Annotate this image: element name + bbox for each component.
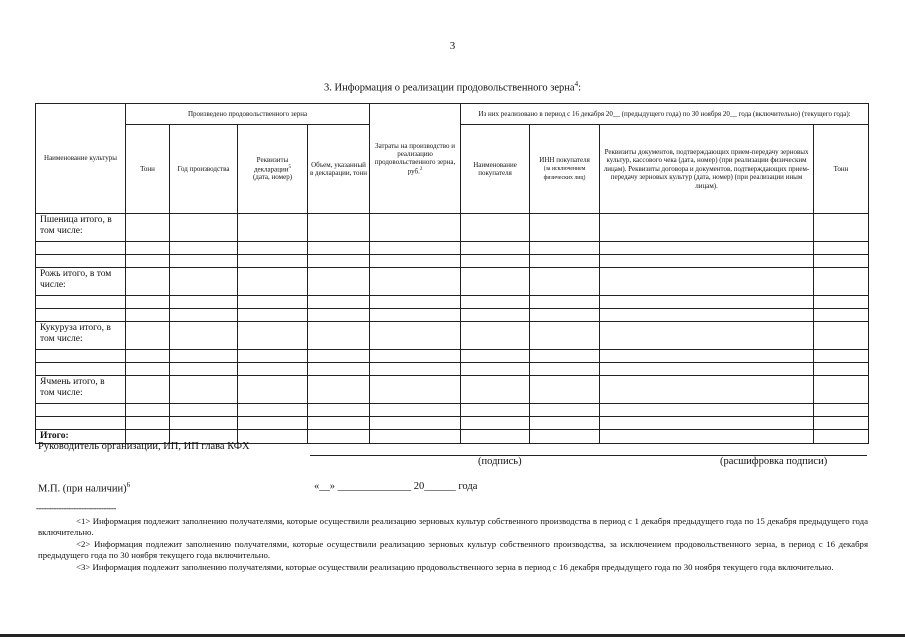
section-title-footnote-mark: 4	[574, 80, 579, 88]
table-cell[interactable]	[170, 404, 238, 417]
table-cell[interactable]	[530, 309, 600, 322]
table-cell[interactable]	[814, 322, 869, 350]
table-row	[36, 242, 869, 255]
table-cell[interactable]	[814, 214, 869, 242]
table-cell[interactable]	[814, 242, 869, 255]
table-cell[interactable]	[126, 268, 170, 296]
table-cell[interactable]	[238, 404, 308, 417]
table-row	[36, 322, 869, 350]
header-costs-text: Затраты на производство и реализацию продовольственного зерна, руб.	[374, 141, 456, 176]
table-cell[interactable]	[600, 214, 814, 242]
table-cell[interactable]	[461, 404, 530, 417]
caption-signature: (подпись)	[478, 456, 522, 467]
table-cell[interactable]	[600, 296, 814, 309]
table-cell[interactable]	[308, 430, 370, 444]
table-cell[interactable]	[814, 376, 869, 404]
header-produced-tons: Тонн	[126, 125, 170, 214]
table-row	[36, 404, 869, 417]
table-cell[interactable]	[461, 350, 530, 363]
table-cell[interactable]	[530, 404, 600, 417]
table-cell[interactable]	[170, 268, 238, 296]
table-cell[interactable]	[126, 214, 170, 242]
table-cell[interactable]	[170, 309, 238, 322]
table-cell[interactable]	[370, 430, 461, 444]
table-cell[interactable]	[600, 242, 814, 255]
header-sold-tons: Тонн	[814, 125, 869, 214]
table-cell[interactable]	[126, 322, 170, 350]
table-cell[interactable]	[308, 296, 370, 309]
table-cell[interactable]	[530, 417, 600, 430]
table-cell[interactable]	[814, 296, 869, 309]
table-cell[interactable]	[308, 268, 370, 296]
table-cell[interactable]	[126, 242, 170, 255]
crop-label-rye: Рожь итого, в том числе:	[36, 268, 126, 296]
table-cell[interactable]	[370, 417, 461, 430]
table-cell[interactable]	[600, 376, 814, 404]
table-cell[interactable]	[530, 350, 600, 363]
header-costs	[370, 104, 461, 214]
page-number: 3	[449, 40, 456, 52]
table-cell[interactable]	[461, 268, 530, 296]
table-cell[interactable]	[308, 322, 370, 350]
table-cell[interactable]	[238, 350, 308, 363]
table-cell[interactable]	[308, 309, 370, 322]
table-cell[interactable]	[814, 417, 869, 430]
crop-label-corn: Кукуруза итого, в том числе:	[36, 322, 126, 350]
table-cell[interactable]	[370, 242, 461, 255]
section-title	[0, 80, 905, 94]
table-cell[interactable]	[126, 363, 170, 376]
table-cell[interactable]	[126, 309, 170, 322]
table-cell[interactable]	[461, 430, 530, 444]
table-cell[interactable]	[461, 309, 530, 322]
table-cell[interactable]	[370, 350, 461, 363]
table-cell[interactable]	[170, 417, 238, 430]
footnotes	[38, 516, 868, 573]
table-cell[interactable]	[170, 255, 238, 268]
header-group-produced: Произведено продовольственного зерна	[126, 104, 370, 125]
table-cell[interactable]	[238, 214, 308, 242]
table-cell[interactable]	[238, 322, 308, 350]
date-line[interactable]: «__» ______________ 20______ года	[314, 481, 478, 492]
table-cell[interactable]	[36, 417, 126, 430]
header-declaration	[238, 125, 308, 214]
table-cell[interactable]	[600, 268, 814, 296]
table-cell[interactable]	[814, 363, 869, 376]
table-cell[interactable]	[600, 417, 814, 430]
table-cell[interactable]	[238, 309, 308, 322]
table-cell[interactable]	[530, 430, 600, 444]
header-declared-volume: Объем, указанный в декларации, тонн	[308, 125, 370, 214]
table-cell[interactable]	[36, 255, 126, 268]
table-cell[interactable]	[370, 322, 461, 350]
header-costs-mark: 2	[419, 166, 423, 172]
table-cell[interactable]	[126, 376, 170, 404]
table-row	[36, 417, 869, 430]
table-cell[interactable]	[36, 363, 126, 376]
header-documents: Реквизиты документов, подтверждающих прием-передачу зерновых культур, кассового чека (дата, номер) (при реализации физическим лицам). Реквизиты договора и документов, подтверждающих прием-передачу зерновых культур (дата, номер) (при реализации иным лицам).	[600, 125, 814, 214]
table-cell[interactable]	[370, 404, 461, 417]
table-cell[interactable]	[370, 268, 461, 296]
header-declaration-prefix: Реквизиты декларации	[253, 156, 289, 173]
table-cell[interactable]	[370, 309, 461, 322]
table-cell[interactable]	[600, 309, 814, 322]
table-row	[36, 268, 869, 296]
table-cell[interactable]	[461, 417, 530, 430]
header-production-year: Год производства	[170, 125, 238, 214]
footnote-3: <3> Информация подлежит заполнению получателями, которые осуществили реализацию продовольственного зерна в период с 16 декабря предыдущего года по 30 ноября текущего года включительно.	[76, 561, 834, 572]
total-label: Итого:	[36, 430, 126, 444]
table-cell[interactable]	[530, 296, 600, 309]
table-cell[interactable]	[308, 363, 370, 376]
table-cell[interactable]	[370, 296, 461, 309]
header-inn-note: (за исключением физических лиц)	[543, 166, 586, 182]
table-cell[interactable]	[461, 242, 530, 255]
table-cell[interactable]	[170, 322, 238, 350]
table-cell[interactable]	[530, 214, 600, 242]
table-cell[interactable]	[308, 404, 370, 417]
table-cell[interactable]	[238, 242, 308, 255]
table-cell[interactable]	[461, 363, 530, 376]
table-cell[interactable]	[238, 376, 308, 404]
stamp-label	[38, 481, 130, 495]
table-cell[interactable]	[126, 255, 170, 268]
table-row	[36, 296, 869, 309]
table-cell[interactable]	[600, 404, 814, 417]
table-cell[interactable]	[238, 255, 308, 268]
table-cell[interactable]	[814, 268, 869, 296]
table-cell[interactable]	[461, 214, 530, 242]
table-cell[interactable]	[126, 404, 170, 417]
page-bottom-edge	[0, 634, 905, 637]
table-cell[interactable]	[308, 376, 370, 404]
table-cell[interactable]	[36, 296, 126, 309]
table-cell[interactable]	[238, 296, 308, 309]
table-cell[interactable]	[600, 363, 814, 376]
table-cell[interactable]	[370, 376, 461, 404]
table-cell[interactable]	[170, 296, 238, 309]
table-cell[interactable]	[126, 417, 170, 430]
grain-sales-table	[35, 103, 869, 444]
table-cell[interactable]	[600, 430, 814, 444]
footnote-separator: --------------------------------	[36, 503, 116, 513]
table-cell[interactable]	[814, 430, 869, 444]
table-cell[interactable]	[461, 255, 530, 268]
table-cell[interactable]	[170, 363, 238, 376]
stamp-footnote-mark: 6	[126, 481, 131, 489]
table-cell[interactable]	[36, 350, 126, 363]
table-cell[interactable]	[530, 268, 600, 296]
table-cell[interactable]	[530, 255, 600, 268]
table-cell[interactable]	[814, 255, 869, 268]
table-cell[interactable]	[170, 214, 238, 242]
table-cell[interactable]	[308, 242, 370, 255]
table-row	[36, 255, 869, 268]
header-inn-label: ИНН покупателя	[539, 155, 590, 164]
table-cell[interactable]	[530, 242, 600, 255]
header-buyer-name: Наименование покупателя	[461, 125, 530, 214]
header-declaration-suffix: (дата, номер)	[252, 173, 293, 182]
table-row	[36, 214, 869, 242]
table-cell[interactable]	[170, 376, 238, 404]
table-cell[interactable]	[308, 350, 370, 363]
table-cell[interactable]	[238, 268, 308, 296]
table-cell[interactable]	[814, 350, 869, 363]
table-cell[interactable]	[461, 376, 530, 404]
header-crop-name: Наименование культуры	[36, 104, 126, 214]
table-cell[interactable]	[600, 322, 814, 350]
header-group-sold: Из них реализовано в период с 16 декабря 20__ (предыдущего года) по 30 ноября 20__ года (включительно) (текущего года):	[461, 104, 869, 125]
table-row	[36, 376, 869, 404]
table-cell[interactable]	[461, 296, 530, 309]
crop-label-barley: Ячмень итого, в том числе:	[36, 376, 126, 404]
section-title-text: 3. Информация о реализации продовольственного зерна	[324, 82, 575, 94]
table-cell[interactable]	[530, 363, 600, 376]
table-cell[interactable]	[36, 404, 126, 417]
table-cell[interactable]	[814, 309, 869, 322]
table-cell[interactable]	[370, 255, 461, 268]
table-cell[interactable]	[170, 350, 238, 363]
table-cell[interactable]	[36, 242, 126, 255]
table-cell[interactable]	[814, 404, 869, 417]
table-row	[36, 350, 869, 363]
header-declaration-mark: 5	[288, 164, 291, 170]
table-cell[interactable]	[126, 350, 170, 363]
table-cell[interactable]	[600, 350, 814, 363]
table-cell[interactable]	[370, 363, 461, 376]
footnote-1: <1> Информация подлежит заполнению получателями, которые осуществили реализацию зерновых культур собственного производства в период с 1 декабря предыдущего года по 15 декабря предыдущего года включительно.	[38, 516, 868, 538]
table-cell[interactable]	[530, 376, 600, 404]
table-cell[interactable]	[461, 322, 530, 350]
table-cell[interactable]	[238, 417, 308, 430]
crop-label-wheat: Пшеница итого, в том числе:	[36, 214, 126, 242]
stamp-label-text: М.П. (при наличии)	[38, 483, 127, 495]
section-title-suffix: :	[578, 82, 581, 94]
caption-decoding: (расшифровка подписи)	[720, 456, 828, 467]
table-cell[interactable]	[600, 255, 814, 268]
footnote-2: <2> Информация подлежит заполнению получателями, которые осуществили реализацию зерновых культур собственного производства, за исключением продовольственного зерна, в период с 16 декабря предыдущего года по 30 ноября текущего года включительно.	[38, 538, 868, 561]
table-cell[interactable]	[126, 296, 170, 309]
table-cell[interactable]	[370, 214, 461, 242]
header-inn	[530, 125, 600, 214]
table-cell[interactable]	[238, 363, 308, 376]
table-cell[interactable]	[170, 242, 238, 255]
table-cell[interactable]	[530, 322, 600, 350]
table-row	[36, 309, 869, 322]
table-cell[interactable]	[308, 214, 370, 242]
table-cell[interactable]	[308, 417, 370, 430]
table-cell[interactable]	[308, 255, 370, 268]
signature-label: Руководитель организации, ИП, ИП глава КФХ	[38, 441, 250, 452]
table-cell[interactable]	[36, 309, 126, 322]
table-row	[36, 363, 869, 376]
